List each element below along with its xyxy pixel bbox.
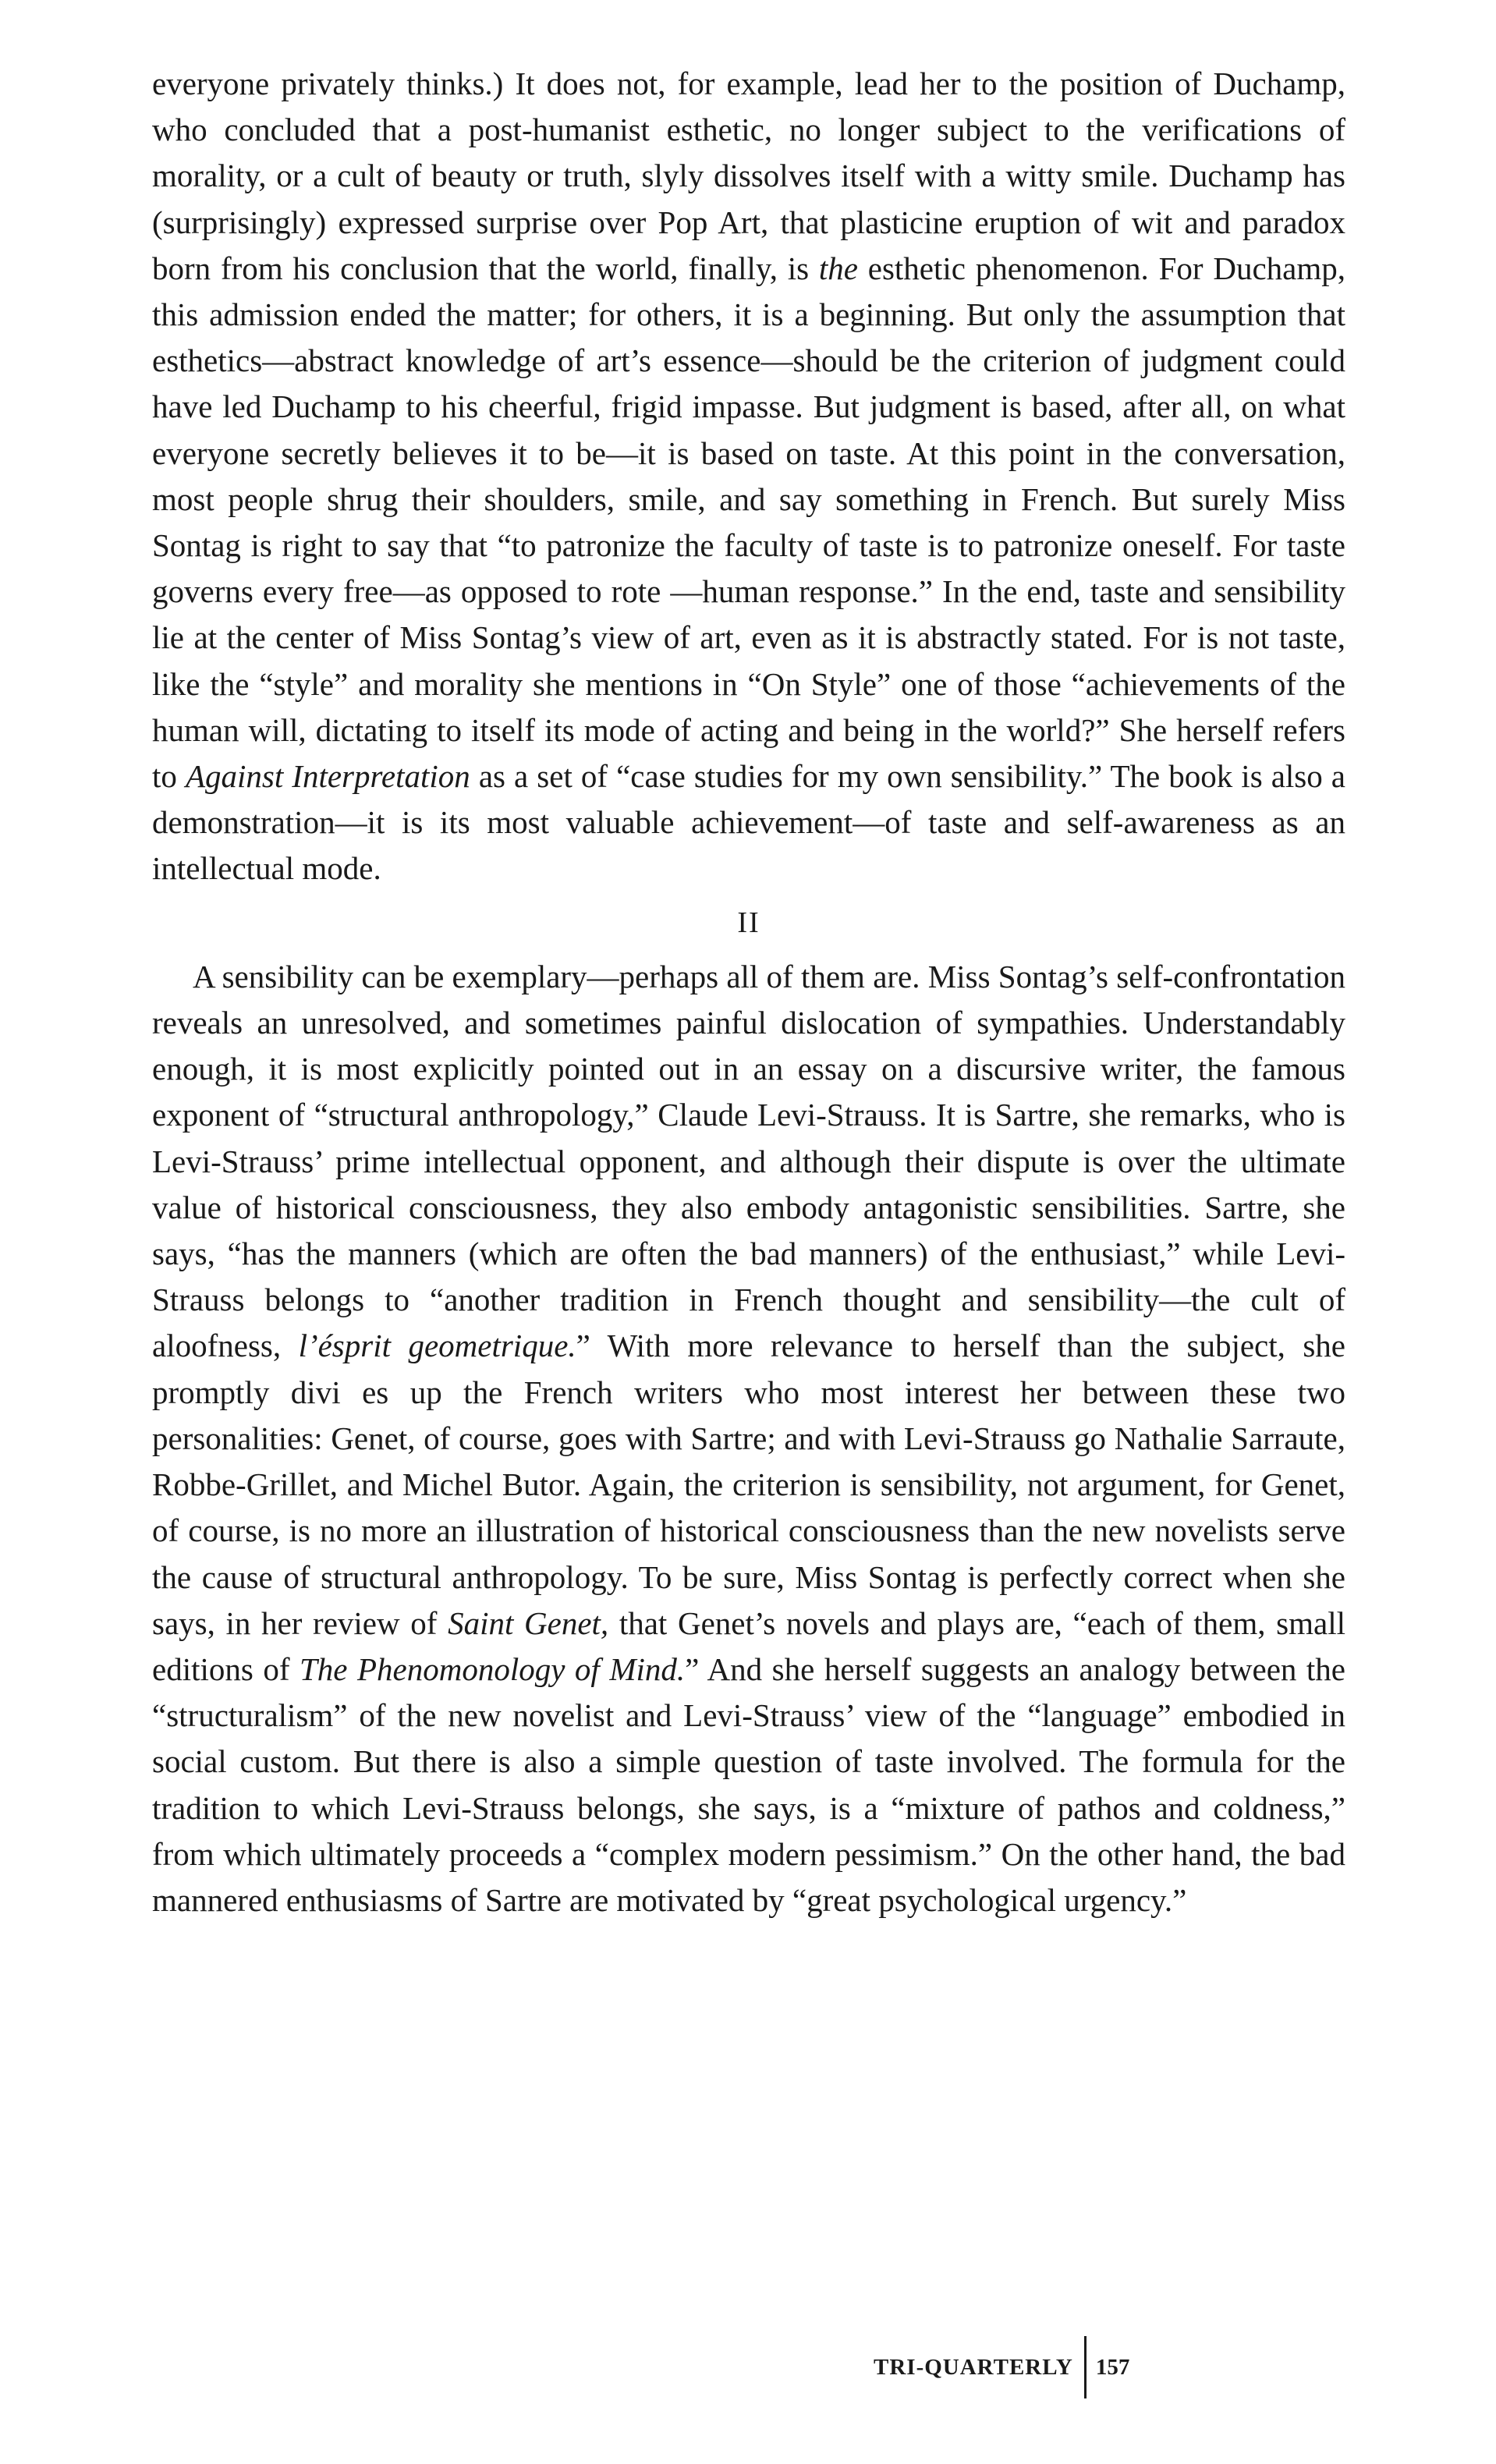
paragraph-run: ” And she herself suggests an analogy between the “structuralism” of the new novelist and Levi-Strauss’ view of the “language” embodied in social custom. But there is also a simple question of taste involved. The formula for the tradition to which Levi-Strauss belongs, she says, is a “mixture of pathos and coldness,” from which ultimately proceeds a “complex modern pessimism.” On the other hand, the bad mannered enthusiasms of Sartre are motivated by “great psychological urgency.” bbox=[152, 1650, 1345, 1918]
paragraph-run: as a set of “case studies for my own sensibility.” The book is also a demonstration—it is its most valuable achievement—of taste and self-awareness as an intellectual mode. bbox=[152, 758, 1345, 887]
paragraph-run: everyone privately thinks.) It does not, for example, lead her to the position of Duchamp, who concluded that a post-humanist esthetic, no longer subject to the verifications of morality, or a cult of beauty or truth, slyly dissolves itself with a witty smile. Duchamp has (surprisingly) expressed surprise over Pop Art, that plasticine eruption of wit and paradox born from his conclusion that the world, finally, is bbox=[152, 66, 1345, 286]
paragraph-run-italic: Saint Genet, bbox=[448, 1604, 609, 1641]
body-paragraph bbox=[152, 954, 1345, 1923]
body-paragraph-continued bbox=[152, 61, 1345, 892]
page-body bbox=[152, 61, 1345, 1923]
paragraph-run-italic: l’ésprit geometrique. bbox=[298, 1328, 576, 1364]
page-number: 157 bbox=[1095, 2354, 1130, 2380]
section-heading: II bbox=[737, 906, 760, 939]
paragraph-run-italic: the bbox=[818, 250, 858, 286]
paragraph-run-italic: The Phenomonology of Mind. bbox=[299, 1650, 686, 1687]
paragraph-run: esthetic phenomenon. For Duchamp, this admission ended the matter; for others, it is a beginning. But only the assumption that esthetics—abstract knowledge of art’s essence—should be the criterion of judgment could have led Duchamp to his cheerful, frigid impasse. But judgment is based, after all, on what everyone secretly believes it to be—it is based on taste. At this point in the conversation, most people shrug their shoulders, smile, and say something in French. But surely Miss Sontag is right to say that “to patronize the faculty of taste is to patronize oneself. For taste governs every free—as opposed to rote —human response.” In the end, taste and sensibility lie at the center of Miss Sontag’s view of art, even as it is abstractly stated. For is not taste, like the “style” and morality she mentions in “On Style” one of those “achievements of the human will, dictating to itself its mode of acting and being in the world?” She herself refers to bbox=[152, 250, 1345, 795]
paragraph-run-italic: Against Interpretation bbox=[185, 758, 470, 795]
page-footer bbox=[874, 2336, 1129, 2398]
paragraph-run: A sensibility can be exemplary—perhaps all of them are. Miss Sontag’s self-confrontation reveals an unresolved, and sometimes painful dislocation of sympathies. Understandably enough, it is most explicitly pointed out in an essay on a discursive writer, the famous exponent of “structural anthropology,” Claude Levi-Strauss. It is Sartre, she remarks, who is Levi-Strauss’ prime intellectual opponent, and although their dispute is over the ultimate value of historical consciousness, they also embody antagonistic sensibilities. Sartre, she says, “has the manners (which are often the bad manners) of the enthusiast,” while Levi-Strauss belongs to “another tradition in French thought and sensibility—the cult of aloofness, bbox=[152, 958, 1345, 1364]
journal-title: TRI-QUARTERLY bbox=[874, 2354, 1073, 2380]
paragraph-run: ” With more relevance to herself than the subject, she promptly divi es up the French writers who most interest her between these two personalities: Genet, of course, goes with Sartre; and with Levi-Strauss go Nathalie Sarraute, Robbe-Grillet, and Michel Butor. Again, the criterion is sensibility, not argument, for Genet, of course, is no more an illustration of historical consciousness than the new novelists serve the cause of structural anthropology. To be sure, Miss Sontag is perfectly correct when she says, in her review of bbox=[152, 1328, 1345, 1641]
paragraph-run: that Genet’s novels and plays are, “each of them, small editions of bbox=[152, 1604, 1346, 1687]
